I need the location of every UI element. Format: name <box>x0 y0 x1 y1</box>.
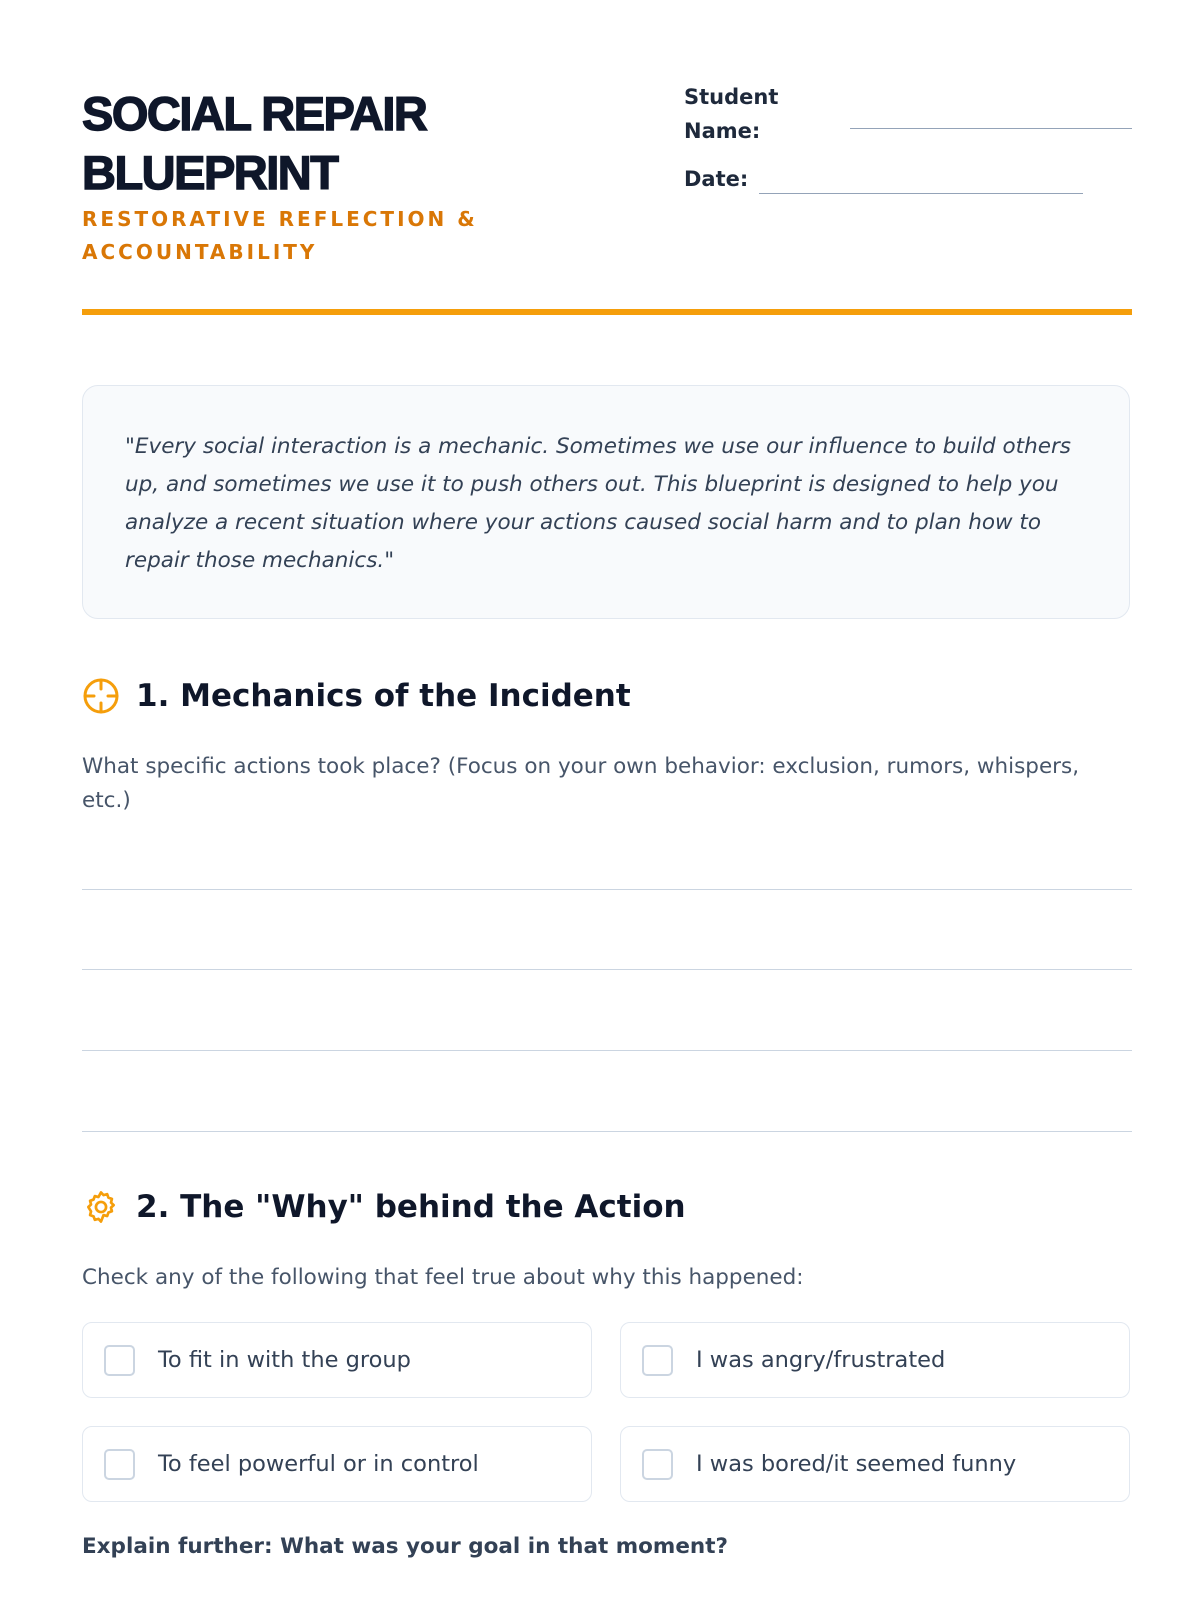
reason-option-bored[interactable] <box>620 1426 1130 1502</box>
section-1-prompt: What specific actions took place? (Focus on your own behavior: exclusion, rumors, whispers, etc.) <box>82 754 1080 813</box>
answer-line[interactable] <box>82 969 1132 970</box>
reason-option-label: To feel powerful or in control <box>158 1451 479 1477</box>
page-title: SOCIAL REPAIR BLUEPRINT <box>82 87 427 199</box>
reason-option-powerful[interactable] <box>82 1426 592 1502</box>
reason-option-fit-in[interactable] <box>82 1322 592 1398</box>
explain-further-label: Explain further: What was your goal in that moment? <box>82 1534 728 1559</box>
section-2-prompt: Check any of the following that feel true about why this happened: <box>82 1265 804 1290</box>
answer-line[interactable] <box>82 1131 1132 1132</box>
crosshair-icon <box>82 677 120 715</box>
reason-option-angry[interactable] <box>620 1322 1130 1398</box>
student-name-field[interactable] <box>850 128 1132 129</box>
date-label: Date: <box>684 167 749 191</box>
checkbox[interactable] <box>642 1449 673 1480</box>
answer-line[interactable] <box>82 1050 1132 1051</box>
section-1-heading <box>82 677 631 715</box>
header-divider <box>82 309 1132 315</box>
answer-line[interactable] <box>82 889 1132 890</box>
student-name-label: Student Name: <box>684 85 779 143</box>
reason-option-label: To fit in with the group <box>158 1347 411 1373</box>
checkbox[interactable] <box>104 1345 135 1376</box>
worksheet-page <box>82 0 1132 1559</box>
worksheet-header <box>82 0 1132 318</box>
page-subtitle: RESTORATIVE REFLECTION & ACCOUNTABILITY <box>82 207 478 264</box>
section-1-title: 1. Mechanics of the Incident <box>136 678 631 714</box>
intro-quote-box <box>82 385 1130 619</box>
section-2-heading <box>82 1188 686 1226</box>
checkbox[interactable] <box>104 1449 135 1480</box>
section-2-title: 2. The "Why" behind the Action <box>136 1189 686 1225</box>
reason-option-label: I was bored/it seemed funny <box>696 1451 1017 1477</box>
gear-icon <box>82 1188 120 1226</box>
date-field[interactable] <box>759 193 1083 194</box>
reason-option-label: I was angry/frustrated <box>696 1347 946 1373</box>
intro-quote: "Every social interaction is a mechanic. Sometimes we use our influence to build others up, and sometimes we use it to push others out. This blueprint is designed to help you analyze a recent situation where your actions caused social harm and to plan how to repair those mechanics." <box>125 434 1071 573</box>
checkbox[interactable] <box>642 1345 673 1376</box>
